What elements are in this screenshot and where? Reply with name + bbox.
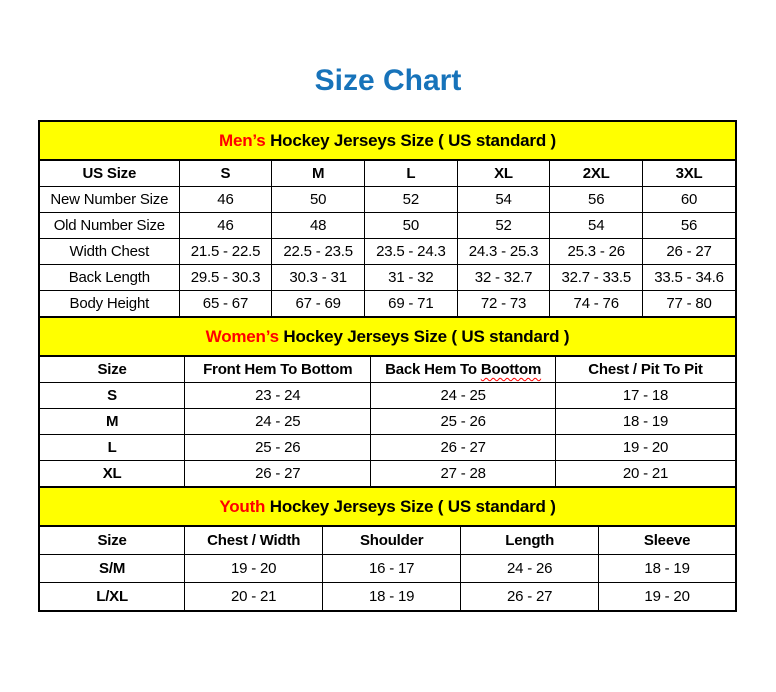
column-header: Size [39,526,185,555]
table-row [39,409,736,435]
size-value: 54 [457,187,550,213]
size-value: 56 [643,213,736,239]
row-label: S/M [39,555,185,583]
column-header: US Size [39,160,179,187]
row-label: L/XL [39,583,185,612]
size-value: 26 - 27 [371,435,556,461]
column-header: S [179,160,272,187]
size-value: 54 [550,213,643,239]
table-row [39,291,736,318]
size-value: 24.3 - 25.3 [457,239,550,265]
size-value: 20 - 21 [555,461,736,488]
size-value: 50 [364,213,457,239]
column-header: XL [457,160,550,187]
table-row [39,239,736,265]
mens-banner-highlight: Men’s [219,131,266,150]
size-value: 21.5 - 22.5 [179,239,272,265]
size-value: 67 - 69 [272,291,365,318]
mens-header-row [39,160,736,187]
womens-header-row [39,356,736,383]
column-header: Length [461,526,599,555]
row-label: M [39,409,185,435]
table-row [39,555,736,583]
table-row [39,583,736,612]
size-value: 46 [179,187,272,213]
womens-banner-text: Hockey Jerseys Size ( US standard ) [278,327,570,346]
page-title: Size Chart [314,64,462,97]
size-value: 19 - 20 [599,583,736,612]
size-value: 25 - 26 [185,435,371,461]
mens-section-banner [38,120,737,161]
column-header: 2XL [550,160,643,187]
size-value: 26 - 27 [185,461,371,488]
size-value: 77 - 80 [643,291,736,318]
youth-section-banner [38,486,737,527]
size-chart-tables [38,120,737,612]
size-value: 31 - 32 [364,265,457,291]
table-row [39,187,736,213]
size-value: 23 - 24 [185,383,371,409]
column-header: Front Hem To Bottom [185,356,371,383]
size-value: 23.5 - 24.3 [364,239,457,265]
row-label: S [39,383,185,409]
size-value: 16 - 17 [323,555,461,583]
column-header: Chest / Pit To Pit [555,356,736,383]
womens-section-banner [38,316,737,357]
youth-size-table [38,525,737,612]
column-header: 3XL [643,160,736,187]
size-value: 72 - 73 [457,291,550,318]
table-row [39,265,736,291]
row-label: New Number Size [39,187,179,213]
row-label: XL [39,461,185,488]
size-value: 46 [179,213,272,239]
size-value: 27 - 28 [371,461,556,488]
size-value: 24 - 26 [461,555,599,583]
size-value: 24 - 25 [185,409,371,435]
size-value: 69 - 71 [364,291,457,318]
size-value: 50 [272,187,365,213]
youth-banner-highlight: Youth [219,497,266,516]
size-value: 65 - 67 [179,291,272,318]
size-value: 52 [457,213,550,239]
size-value: 17 - 18 [555,383,736,409]
size-value: 52 [364,187,457,213]
size-value: 48 [272,213,365,239]
size-value: 25.3 - 26 [550,239,643,265]
table-row [39,435,736,461]
size-value: 33.5 - 34.6 [643,265,736,291]
size-value: 19 - 20 [185,555,323,583]
size-value: 30.3 - 31 [272,265,365,291]
row-label: Old Number Size [39,213,179,239]
misspelled-word: Boottom [480,361,542,378]
column-header-text: Back Hem To [385,361,481,378]
column-header: Shoulder [323,526,461,555]
size-value: 18 - 19 [555,409,736,435]
size-value: 18 - 19 [599,555,736,583]
mens-banner-text: Hockey Jerseys Size ( US standard ) [265,131,556,150]
size-value: 20 - 21 [185,583,323,612]
youth-header-row [39,526,736,555]
size-value: 74 - 76 [550,291,643,318]
row-label: Body Height [39,291,179,318]
row-label: Back Length [39,265,179,291]
size-value: 26 - 27 [643,239,736,265]
row-label: Width Chest [39,239,179,265]
size-value: 56 [550,187,643,213]
size-value: 26 - 27 [461,583,599,612]
column-header: L [364,160,457,187]
size-value: 60 [643,187,736,213]
column-header [371,356,556,383]
size-value: 18 - 19 [323,583,461,612]
size-value: 29.5 - 30.3 [179,265,272,291]
womens-size-table [38,355,737,488]
size-value: 19 - 20 [555,435,736,461]
size-value: 25 - 26 [371,409,556,435]
size-value: 24 - 25 [371,383,556,409]
table-row [39,383,736,409]
column-header: Chest / Width [185,526,323,555]
column-header: M [272,160,365,187]
table-row [39,461,736,488]
row-label: L [39,435,185,461]
size-value: 32 - 32.7 [457,265,550,291]
mens-size-table [38,159,737,318]
column-header: Size [39,356,185,383]
womens-banner-highlight: Women’s [205,327,279,346]
column-header: Sleeve [599,526,736,555]
size-value: 32.7 - 33.5 [550,265,643,291]
youth-banner-text: Hockey Jerseys Size ( US standard ) [265,497,556,516]
size-value: 22.5 - 23.5 [272,239,365,265]
table-row [39,213,736,239]
